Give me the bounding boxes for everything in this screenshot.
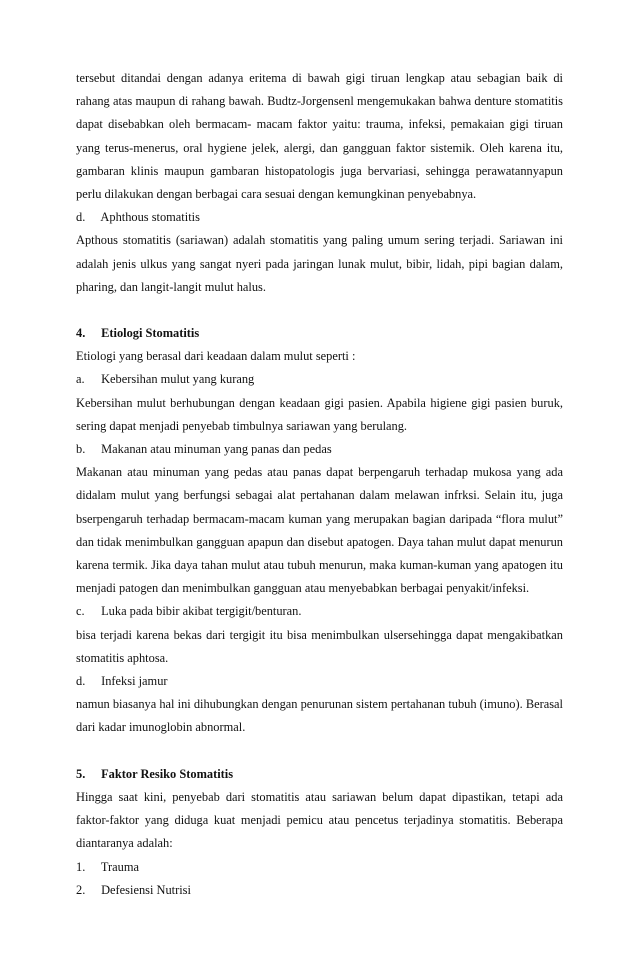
section-4-item-b-text: Makanan atau minuman yang pedas atau panas dapat berpengaruh terhadap mukosa yang ada didalam mulut yang berfungsi sebagai alat pertahanan dalam melawan infrksi. Selain itu, juga bserpengaruh terhadap bermacam-macam kuman yang merupakan bagian daripada “flora mulut” dan tidak menimbulkan gangguan apapun dan disebut apatogen. Daya tahan mulut dapat menurun karena termik. Jika daya tahan mulut atau tubuh menurun, maka kuman-kuman yang apatogen itu menjadi patogen dan menimbulkan gangguan atau menyebabkan berbagai penyakit/infeksi.: [76, 465, 563, 596]
section-4-item-a-text: Kebersihan mulut berhubungan dengan keadaan gigi pasien. Apabila higiene gigi pasien buruk, sering dapat menjadi penyebab timbulnya sariawan yang berulang.: [76, 395, 563, 433]
section-5-number: 5.: [76, 766, 86, 781]
section-4-intro: Etiologi yang berasal dari keadaan dalam mulut seperti :: [76, 349, 356, 364]
item-d-paragraph: Apthous stomatitis (sariawan) adalah stomatitis yang paling umum sering terjadi. Sariawan ini adalah jenis ulkus yang sangat nyeri pada jaringan lunak mulut, bibir, lidah, pipi bagian dalam, pharing, dan langit-langit mulut halus.: [76, 233, 563, 294]
section-4-item-c-text: bisa terjadi karena bekas dari tergigit itu bisa menimbulkan ulsersehingga dapat mengakibatkan stomatitis aphtosa.: [76, 627, 563, 665]
section-4-item-a-title: Kebersihan mulut yang kurang: [101, 372, 255, 387]
section-5-item-1: [76, 856, 563, 879]
section-5-title: Faktor Resiko Stomatitis: [101, 766, 234, 781]
section-5-item-2: [76, 879, 563, 902]
section-4-title: Etiologi Stomatitis: [101, 326, 200, 341]
item-d-title: Aphthous stomatitis: [100, 210, 200, 225]
section-4-item-b-heading: [76, 438, 563, 461]
item-d-label: d.: [76, 210, 86, 225]
section-4-item-d-heading: [76, 670, 563, 693]
section-4-item-c-heading: [76, 600, 563, 623]
section-4-heading: [76, 322, 563, 345]
section-4-item-d-label: d.: [76, 674, 86, 689]
section-4-item-d-title: Infeksi jamur: [101, 674, 168, 689]
section-5-heading: [76, 763, 563, 786]
section-4-item-d-text: namun biasanya hal ini dihubungkan dengan penurunan sistem pertahanan tubuh (imuno). Berasal dari kadar imunoglobin abnormal.: [76, 697, 563, 735]
item-d-heading: [76, 206, 563, 229]
section-5-intro: Hingga saat kini, penyebab dari stomatitis atau sariawan belum dapat dipastikan, tetapi ada faktor-faktor yang diduga kuat menjadi pemicu atau pencetus terjadinya stomatitis. Beberapa diantaranya adalah:: [76, 789, 563, 851]
section-4-item-a-label: a.: [76, 372, 85, 387]
section-5-item-2-label: 2.: [76, 882, 86, 897]
section-5-item-1-label: 1.: [76, 859, 86, 874]
section-4-number: 4.: [76, 326, 86, 341]
page-content: [76, 67, 563, 902]
section-4-item-b-title: Makanan atau minuman yang panas dan pedas: [101, 442, 332, 457]
spacer: [76, 299, 563, 322]
section-4-item-a-heading: [76, 368, 563, 391]
section-5-item-2-title: Defesiensi Nutrisi: [101, 882, 191, 897]
section-4-item-c-title: Luka pada bibir akibat tergigit/benturan.: [101, 604, 302, 619]
section-5-item-1-title: Trauma: [100, 859, 139, 874]
section-4-item-c-label: c.: [76, 604, 85, 619]
section-4-item-b-label: b.: [76, 442, 86, 457]
intro-paragraph: tersebut ditandai dengan adanya eritema di bawah gigi tiruan lengkap atau sebagian baik di rahang atas maupun di rahang bawah. Budtz-Jorgensenl mengemukakan bahwa denture stomatitis dapat disebabkan oleh bermacam- macam faktor yaitu: trauma, infeksi, pemakaian gigi tiruan yang terus-menerus, oral hygiene jelek, alergi, dan gangguan faktor sistemik. Oleh karena itu, gambaran klinis maupun gambaran histopatologis juga bervariasi, sehingga perawatannyapun perlu dilakukan dengan berbagai cara sesuai dengan kemungkinan penyebabnya.: [76, 71, 563, 202]
spacer: [76, 740, 563, 763]
